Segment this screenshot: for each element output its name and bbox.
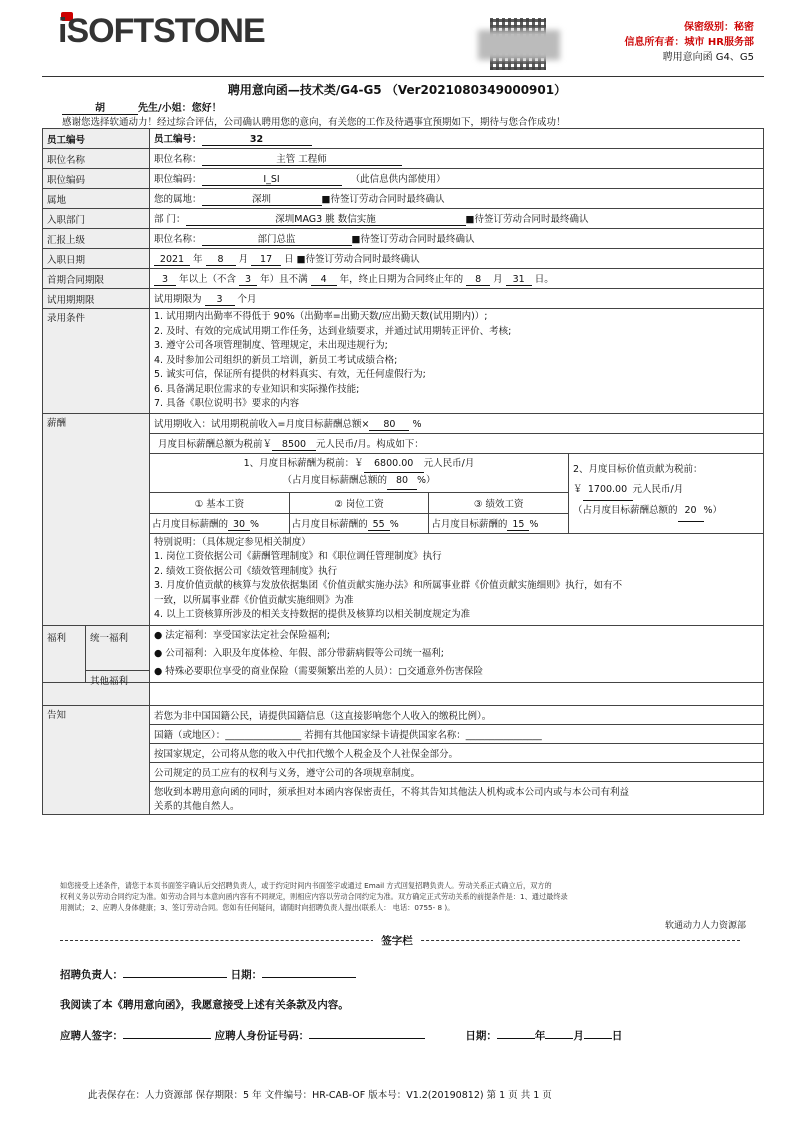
- post-pct-label: 占月度目标薪酬的: [291, 518, 368, 530]
- loc-note: ■待签订劳动合同时最终确认: [321, 194, 445, 205]
- notice-item: 若您为非中国国籍公民，请提供国籍信息（这直接影响您个人收入的缴税比例）。: [150, 706, 763, 725]
- salary-note: 一致，以所属事业群《价值贡献实施细则》为准: [154, 594, 354, 606]
- condition-item: 7. 具备《职位说明书》要求的内容: [154, 398, 300, 409]
- part2-label: 2、月度目标价值贡献为税前：: [573, 463, 703, 475]
- secret-level: 保密级别：秘密: [684, 22, 754, 33]
- salary-notes: [150, 533, 763, 625]
- year-label: 年: [534, 1030, 546, 1042]
- notice-item: 按国家规定，公司将从您的收入中代扣代缴个人税金及个人社保金部分。: [150, 744, 763, 763]
- emp-no-label: 员工编号: [43, 129, 150, 149]
- monthly-total-suffix: 元人民币/月。构成如下：: [316, 438, 424, 450]
- company-logo: iSOFTSTONE: [58, 12, 265, 50]
- greeting-name: 胡: [62, 99, 138, 115]
- applicant-date-label: 日期：: [465, 1030, 497, 1042]
- pos-code-value: I_SI: [202, 174, 342, 186]
- salary-note: 2. 绩效工资依据公司《绩效管理制度》执行: [154, 565, 338, 577]
- part1-pct: 80: [387, 473, 417, 490]
- pos-code-note: （此信息供内部使用）: [350, 174, 446, 185]
- monthly-total-label: 月度目标薪酬总额为税前￥: [158, 438, 273, 450]
- monthly-total-value: 8500: [272, 439, 316, 451]
- recruiter-signature-line[interactable]: [123, 977, 227, 978]
- salary-note: 3. 月度价值贡献的核算与发放依据集团《价值贡献实施办法》和所属事业群《价值贡献实施细则》执行，如有不: [154, 580, 623, 591]
- footnote-line: 如您接受上述条件，请您于本页书面签字确认后交招聘负责人，或于约定时间内书面签字或通过 Email 方式回复招聘负责人。劳动关系正式确立后，双方的: [60, 881, 552, 890]
- perf-pct-label: 占月度目标薪酬的: [431, 518, 508, 530]
- year-line[interactable]: [497, 1038, 535, 1039]
- loc-value: 深圳: [202, 191, 322, 206]
- header-info: [624, 20, 754, 65]
- month-label: 月: [573, 1030, 584, 1042]
- redacted-area: [478, 30, 560, 60]
- contract-years-max: 4: [311, 274, 337, 286]
- pos-code-label: 职位编码: [43, 169, 150, 189]
- welfare-label: 福利: [43, 626, 86, 682]
- pos-name-key: 职位名称：: [154, 154, 202, 165]
- applicant-label: 应聘人签字：: [60, 1030, 123, 1042]
- welfare-list: [150, 625, 764, 682]
- id-label: 应聘人身份证号码：: [214, 1030, 310, 1042]
- salary-label: 薪酬: [43, 413, 150, 625]
- pos-name-label: 职位名称: [43, 149, 150, 169]
- perf-salary-header: ③ 绩效工资: [473, 498, 524, 510]
- contract-end-month: 8: [466, 274, 490, 286]
- pos-code-key: 职位编码：: [154, 174, 202, 185]
- welfare-item: ● 法定福利：享受国家法定社会保险福利;: [154, 629, 331, 641]
- welfare-other-label: 其他福利: [90, 675, 129, 687]
- notice-item: 关系的其他自然人。: [154, 800, 240, 812]
- intro-text: 感谢您选择软通动力！经过综合评估，公司确认聘用您的意向，有关您的工作及待遇事宜预期如下，期待与您合作成功！: [62, 117, 566, 128]
- basic-pct-label: 占月度目标薪酬的: [152, 518, 229, 530]
- trial-income-pct: 80: [369, 419, 409, 431]
- sup-note: ■待签订劳动合同时最终确认: [351, 234, 475, 245]
- salary-note: 4. 以上工资核算所涉及的相关支持数据的提供及核算均以相关制度规定为准: [154, 609, 471, 620]
- condition-item: 3. 遵守公司各项管理制度、管理规定，未出现违规行为;: [154, 340, 388, 351]
- post-salary-header: ② 岗位工资: [334, 498, 384, 510]
- footnote-line: 权利义务以劳动合同约定为准。如劳动合同与本意向函内容有不同规定，则相应内容以劳动合同约定为准。双方确定正式劳动关系的前提条件是：1、通过最终录: [60, 892, 568, 901]
- sup-label: 汇报上级: [43, 229, 150, 249]
- recruiter-date-line[interactable]: [262, 977, 356, 978]
- salary-note: 1. 岗位工资依据公司《薪酬管理制度》和《职位调任管理制度》执行: [154, 551, 442, 562]
- page-title: 聘用意向函—技术类/G4-G5 （Ver2021080349000901）: [227, 83, 567, 97]
- greeting: [62, 99, 222, 115]
- footnote-line: 用测试； 2、应聘人身体健康；3、签订劳动合同。您如有任何疑问，请随时向招聘负责人提出(联系人： 电话：0755- 8 )。: [60, 903, 455, 912]
- bottom-info: 此表保存在：人力资源部 保存期限：5 年 文件编号：HR-CAB-OF 版本号：V1.2(20190812) 第 1 页 共 1 页: [88, 1090, 552, 1101]
- recruiter-date-label: 日期：: [230, 969, 263, 981]
- basic-salary-header: ① 基本工资: [194, 498, 245, 510]
- notice-item: 国籍（或地区）：________________ 若拥有其他国家绿卡请提供国家名称：________________: [150, 725, 763, 744]
- part1-unit: 元人民币/月: [423, 457, 475, 469]
- dept-note: ■待签订劳动合同时最终确认: [465, 214, 589, 225]
- dept-value: 深圳MAG3 脁 数信实施: [186, 211, 466, 226]
- post-pct: 55: [368, 519, 390, 531]
- condition-item: 2. 及时、有效的完成试用期工作任务，达到业绩要求，并通过试用期转正评价、考核;: [154, 325, 512, 337]
- contract-years-excl: 3: [239, 274, 257, 286]
- day-label: 日: [611, 1030, 623, 1042]
- date-day: 17: [251, 254, 281, 266]
- trial-label: 试用期期限: [43, 289, 150, 309]
- notice-item: 您收到本聘用意向函的同时，须承担对本函内容保密责任，不将其告知其他法人机构或本公司内或与本公司有利益: [154, 786, 630, 798]
- condition-item: 4. 及时参加公司组织的新员工培训，新员工考试成绩合格;: [154, 354, 398, 366]
- emp-no-value: 32: [202, 134, 312, 146]
- hr-dept: 软通动力人力资源部: [664, 921, 746, 931]
- footnote: [60, 880, 760, 913]
- date-note: ■待签订劳动合同时最终确认: [296, 254, 420, 265]
- conditions-list: [150, 309, 764, 414]
- contract-label: 首期合同期限: [43, 269, 150, 289]
- part2-pct: 20: [678, 501, 704, 522]
- applicant-signature-line[interactable]: [123, 1038, 211, 1039]
- part1-value: 6800.00: [364, 456, 424, 473]
- condition-item: 1. 试用期内出勤率不得低于 90%（出勤率=出勤天数/应出勤天数(试用期内)）;: [154, 311, 488, 322]
- sup-key: 职位名称：: [154, 234, 202, 245]
- salary-note: 特别说明：（具体规定参见相关制度）: [154, 536, 311, 548]
- part2-unit: 元人民币/月: [632, 483, 684, 495]
- trial-income-line: 试用期收入：试用期税前收入=月度目标薪酬总额×: [154, 418, 370, 430]
- recruiter-label: 招聘负责人：: [60, 969, 123, 981]
- part1-pct-label: （占月度目标薪酬总额的: [282, 474, 387, 486]
- info-owner: 信息所有者：城市 HR服务部: [624, 37, 754, 48]
- welfare-unified-label: 统一福利: [86, 626, 149, 671]
- id-number-line[interactable]: [309, 1038, 425, 1039]
- sup-value: 部门总监: [202, 231, 352, 246]
- welfare-item: ● 公司福利：入职及年度体检、年假、部分带薪病假等公司统一福利;: [154, 647, 445, 659]
- condition-item: 5. 诚实可信，保证所有提供的材料真实、有效，无任何虚假行为;: [154, 369, 426, 380]
- emp-no-key: 员工编号：: [154, 134, 202, 145]
- dept-key: 部 门：: [154, 214, 186, 225]
- date-label: 入职日期: [43, 249, 150, 269]
- notice-item: 公司规定的员工应有的权利与义务，遵守公司的各项规章制度。: [150, 763, 763, 782]
- dept-label: 入职部门: [43, 209, 150, 229]
- greeting-salute: 先生/小姐：您好！: [138, 103, 222, 114]
- doc-type: 聘用意向函 G4、G5: [662, 52, 754, 63]
- date-year: 2021: [154, 254, 190, 266]
- date-month: 8: [206, 254, 236, 266]
- sign-title: 签字栏: [373, 935, 421, 947]
- trial-months: 3: [205, 294, 235, 306]
- month-line[interactable]: [545, 1038, 573, 1039]
- part1-label: 1、月度目标薪酬为税前：￥: [243, 457, 364, 469]
- pos-name-value: 主管 工程师: [202, 151, 402, 166]
- acceptance-statement: 我阅读了本《聘用意向函》，我愿意接受上述有关条款及内容。: [60, 999, 349, 1011]
- basic-pct: 30: [228, 519, 250, 531]
- welfare-item: ● 特殊必要职位享受的商业保险（需要频繁出差的人员）：□交通意外伤害保险: [154, 665, 484, 677]
- offer-table: 员工编号 员工编号： 32 职位名称 职位名称： 主管 工程师 职位编码 职位编码： I_SI （此信息供内部使用） 属地 您的属地： 深圳 ■待签订劳动合同时最终确认 入职部门 部 门： 深圳MAG3 脁 数信实施 ■待签订劳动合同时最终确认 汇报上级 职位名称： 部门总监 ■待签订劳动合同时最终确认 入职日期 2021 年 8 月 17 日 ■待签订劳动合同时最终确认 首期合同期限 3 年以上（不含 3 年）且不满 4 年，终止日期为合同终止年的 8 月 31 日。 试用期期限 试用期限为 3 个月 录用条件 1. 试用期内出勤率不得低于 90%（出勤率=出勤天数/应出勤天数(试用期内)）; 2. 及时、有效的完成试用期工作任务，达到业绩要求，并通过试用期转正评价、考核; 3. 遵守公司各项管理制度、管理规定，未出现违规行为; 4. 及时参加公司组织的新员工培训，新员工考试成绩合格; 5. 诚实可信，保证所有提供的材料真实、有效，无任何虚假行为; 6. 具备满足职位需求的专业知识和实际操作技能; 7. 具备《职位说明书》要求的内容 薪酬 试用期收入：试用期税前收入=月度目标薪酬总额× 80 % 月度目标薪酬总额为税前￥ 8500 元人民币/月。构成如下： 1、月度目标薪酬为税前：￥ 6800.00 元人民币/月 （占月度目标薪酬总额的 80 %） ① 基本工资 占月度目标薪酬的 30 % ② 岗位工资 占月度目标薪酬的 55 % ③ 绩效工资 占月度目标薪酬的 15 % 2、月度目标价值贡献为税前： ￥ 1700.00 元人民币/月 （占月度目标薪酬总额的 20 %） 特别说明：（具体规定参见相关制度） 1. 岗位工资依据公司《薪酬管理制度》和《职位调任管理制度》执行 2. 绩效工资依据公司《绩效管理制度》执行 3. 月度价值贡献的核算与发放依据集团《价值贡献实施办法》和所属事业群《价值贡献实施细则》执行，如有不 一致，以所属事业群《价值贡献实施细则》为准 4. 以上工资核算所涉及的相关支持数据的提供及核算均以相关制度规定为准 福利 统一福利 其他福利 ● 法定福利：享受国家法定社会保险福利; ● 公司福利：入职及年度体检、年假、部分带薪病假等公司统一福利; ● 特殊必要职位享受的商业保险（需要频繁出差的人员）：□交通意外伤害保险 告知 若您为非中国国籍公民，请提供国籍信息（这直接影响您个人收入的缴税比例）。 国籍（或地区）：________________ 若拥有其他国家绿卡请提供国家名称：________________ 按国家规定，公司将从您的收入中代扣代缴个人税金及个人社保金部分。 公司规定的员工应有的权利与义务，遵守公司的各项规章制度。 您收到本聘用意向函的同时，须承担对本函内容保密责任，不将其告知其他法人机构或本公司内或与本公司有利益 关系的其他自然人。: [42, 128, 764, 815]
- contract-end-day: 31: [506, 274, 532, 286]
- loc-key: 您的属地：: [154, 194, 202, 205]
- day-line[interactable]: [584, 1038, 612, 1039]
- contract-years-min: 3: [154, 274, 176, 286]
- condition-item: 6. 具备满足职位需求的专业知识和实际操作技能;: [154, 383, 360, 395]
- notice-label: 告知: [43, 705, 150, 814]
- header-divider: [42, 76, 764, 77]
- part2-pct-label: （占月度目标薪酬总额的: [573, 504, 678, 516]
- cond-label: 录用条件: [43, 309, 150, 414]
- perf-pct: 15: [507, 519, 529, 531]
- loc-label: 属地: [43, 189, 150, 209]
- part2-value: 1700.00: [583, 480, 633, 501]
